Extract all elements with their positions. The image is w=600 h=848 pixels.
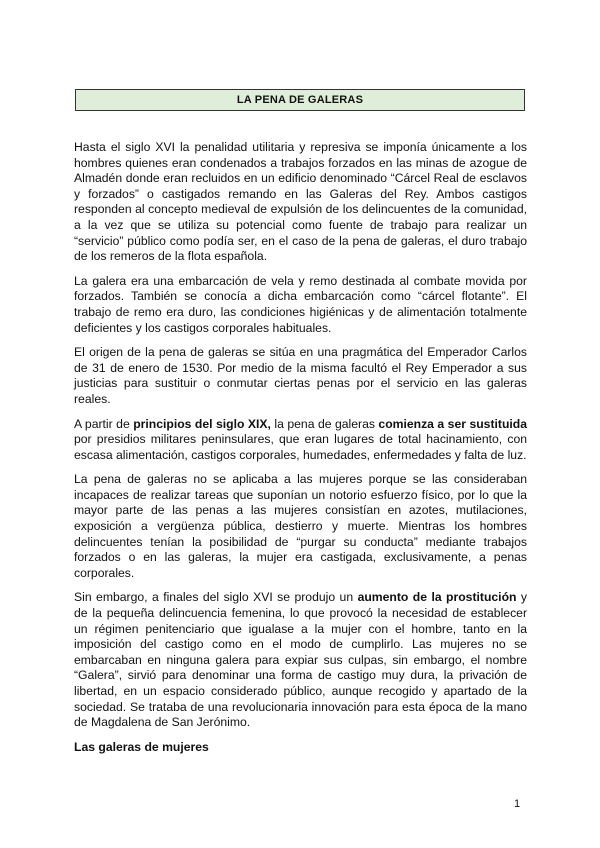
section-subheading: Las galeras de mujeres <box>74 739 209 754</box>
paragraph-text: El origen de la pena de galeras se sitúa en una pragmática del Emperador Carlos de 31 de enero de 1530. Por medio de la misma facultó el Rey Emperador a sus justicias para sustituir o conmutar ciertas penas por el servicio en las galeras reales. <box>74 345 527 406</box>
paragraph-text: y de la pequeña delincuencia femenina, lo que provocó la necesidad de establecer un régimen penitenciario que igualase a la mujer con el hombre, tanto en la imposición del castigo como en el modo de cumplirlo. Las mujeres no se embarcaban en ninguna galera para expiar sus culpas, sin embargo, el nombre “Galera”, sirvió para denominar una forma de castigo muy dura, la privación de libertad, en un espacio considerado público, aunque recogido y apartado de la sociedad. Se trataba de una revolucionaria innovación para esta época de la mano de Magdalena de San Jerónimo. <box>74 590 528 730</box>
paragraph-text: La pena de galeras no se aplicaba a las mujeres porque se las consideraban incapaces de realizar tareas que suponían un notorio esfuerzo físico, por lo que la mayor parte de las penas a las mujeres consistían en azotes, mutilaciones, exposición a vergüenza pública, destierro y muerte. Mientras los hombres delincuentes tenían la posibilidad de “purgar su conducta” mediante trabajos forzados o en las galeras, la mujer era castigada, exclusivamente, a penas corporales. <box>74 472 527 580</box>
paragraph-3 <box>74 345 527 407</box>
paragraph-2 <box>74 274 527 336</box>
document-title-box <box>75 89 525 111</box>
paragraph-6 <box>74 590 527 730</box>
paragraph-text: Hasta el siglo XVI la penalidad utilitaria y represiva se imponía únicamente a los hombres quienes eran condenados a trabajos forzados en las minas de azogue de Almadén donde eran recluidos en un edificio denominado “Cárcel Real de esclavos y forzados” o castigados remando en las Galeras del Rey. Ambos castigos responden al concepto medieval de expulsión de los delincuentes de la comunidad, a la vez que se utiliza su potencial como fuente de trabajo para realizar un “servicio” público como podía ser, en el caso de la pena de galeras, el duro trabajo de los remeros de la flota española. <box>74 140 527 264</box>
paragraph-4 <box>74 417 527 464</box>
bold-phrase: principios del siglo XIX, <box>133 416 271 431</box>
paragraph-1 <box>74 140 527 265</box>
paragraph-text: por presidios militares peninsulares, que eran lugares de total hacinamiento, con escasa alimentación, castigos corporales, humedades, enfermedades y falta de luz. <box>74 432 527 462</box>
paragraph-text: A partir de <box>74 416 134 431</box>
document-title: LA PENA DE GALERAS <box>236 94 364 106</box>
paragraph-text: la pena de galeras <box>270 416 379 431</box>
paragraph-5 <box>74 472 527 581</box>
paragraph-text: Sin embargo, a finales del siglo XVI se produjo un <box>74 590 358 605</box>
paragraph-text: La galera era una embarcación de vela y remo destinada al combate movida por forzados. También se conocía a dicha embarcación como “cárcel flotante”. El trabajo de remo era duro, las condiciones higiénicas y de alimentación totalmente deficientes y los castigos corporales habituales. <box>74 273 527 335</box>
document-body <box>74 140 527 755</box>
bold-phrase: aumento de la prostitución <box>357 590 517 605</box>
bold-phrase: comienza a ser sustituida <box>378 416 528 431</box>
page-number: 1 <box>514 798 521 810</box>
